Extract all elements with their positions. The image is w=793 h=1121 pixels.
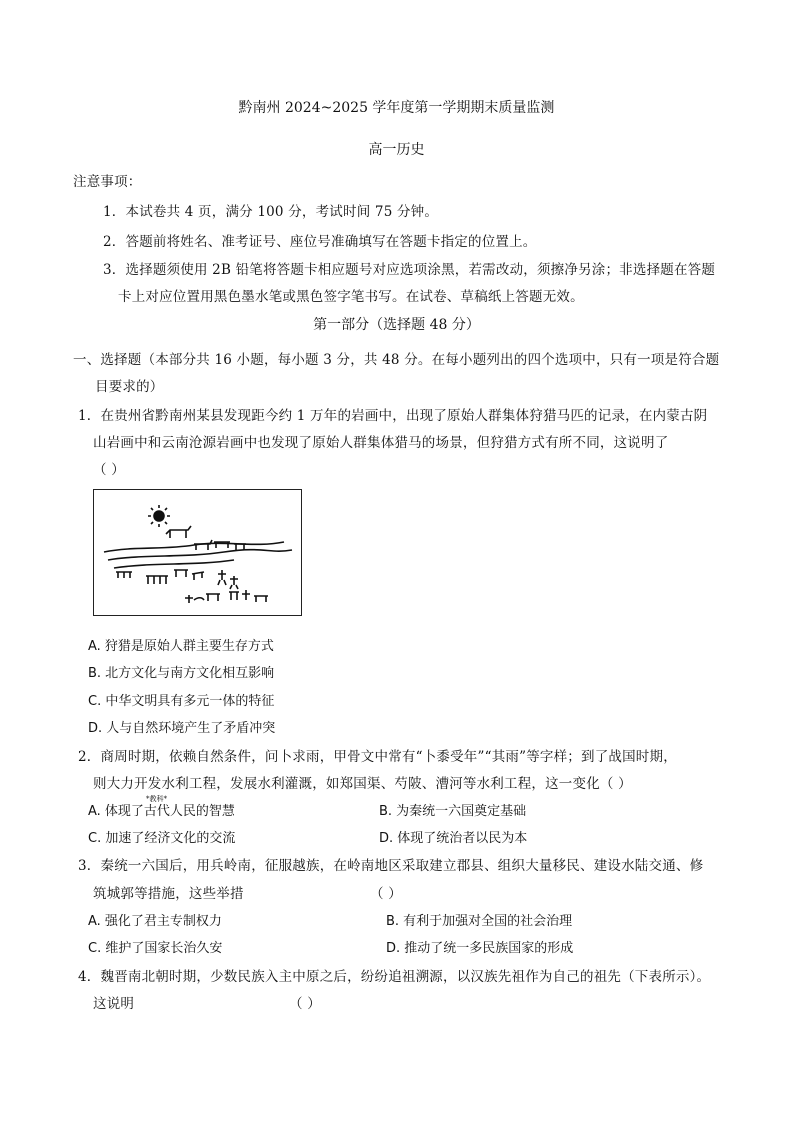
q4-stem-line2: 这说明 (93, 996, 135, 1012)
subject-title: 高一历史 (368, 142, 425, 158)
q1-option-c: C. 中华文明具有多元一体的特征 (88, 694, 275, 709)
q4-stem-line1: 4．魏晋南北朝时期，少数民族入主中原之后，纷纷追祖溯源，以汉族先祖作为自己的祖先（下表所示）。 (78, 969, 711, 985)
q2-option-d: D. 体现了统治者以民为本 (379, 831, 528, 846)
q3-option-d: D. 推动了统一多民族国家的形成 (386, 941, 574, 956)
notice-item-3-cont: 卡上对应位置用黑色墨水笔或黑色签字笔书写。在试卷、草稿纸上答题无效。 (118, 289, 584, 305)
q2-stem-line2: 则大力开发水利工程，发展水利灌溉，如郑国渠、芍陂、漕河等水利工程，这一变化（ ） (93, 776, 632, 792)
q2-option-a: A. 体现了古代人民的智慧 (88, 804, 235, 819)
q3-option-c: C. 维护了国家长治久安 (88, 941, 223, 956)
q2-option-c: C. 加速了经济文化的交流 (88, 831, 236, 846)
part-title: 第一部分（选择题 48 分） (313, 317, 480, 333)
notice-item-2: 2．答题前将姓名、准考证号、座位号准确填写在答题卡指定的位置上。 (103, 234, 537, 250)
q1-stem-line1: 1．在贵州省黔南州某县发现距今约 1 万年的岩画中，出现了原始人群集体狩猎马匹的记录，在内蒙古阴 (78, 408, 708, 424)
q1-answer-paren: （ ） (93, 462, 125, 478)
q3-answer-paren: （ ） (370, 886, 402, 902)
q2-stem-line1: 2．商周时期，依赖自然条件，问卜求雨，甲骨文中常有“卜黍受年”“其雨”等字样；到了战国时期， (78, 749, 677, 765)
q1-option-a: A. 狩猎是原始人群主要生存方式 (88, 639, 274, 654)
q3-option-b: B. 有利于加强对全国的社会治理 (386, 914, 573, 929)
q1-option-d: D. 人与自然环境产生了矛盾冲突 (88, 721, 276, 736)
rock-painting-illustration (94, 490, 300, 614)
exam-title: 黔南州 2024~2025 学年度第一学期期末质量监测 (238, 100, 555, 116)
q3-stem-line2: 筑城郭等措施，这些举措 (93, 886, 244, 902)
q3-stem-line1: 3．秦统一六国后，用兵岭南，征服越族，在岭南地区采取建立郡县、组织大量移民、建设水陆交通、修 (78, 858, 704, 874)
q2-watermark-mark: *教科* (146, 795, 167, 803)
q2-option-b: B. 为秦统一六国奠定基础 (379, 804, 527, 819)
section-instructions: 一、选择题（本部分共 16 小题，每小题 3 分，共 48 分。在每小题列出的四个选项中，只有一项是符合题 (73, 352, 720, 368)
notice-item-3: 3．选择题须使用 2B 铅笔将答题卡相应题号对应选项涂黑，若需改动，须擦净另涂；非选择题在答题 (103, 262, 716, 278)
q4-answer-paren: （ ） (289, 996, 321, 1012)
notice-heading: 注意事项： (73, 174, 142, 190)
notice-item-1: 1．本试卷共 4 页，满分 100 分，考试时间 75 分钟。 (103, 204, 439, 220)
q3-option-a: A. 强化了君主专制权力 (88, 914, 222, 929)
section-instructions-cont: 目要求的） (95, 379, 164, 395)
rock-painting-figure (93, 489, 302, 616)
q1-option-b: B. 北方文化与南方文化相互影响 (88, 666, 275, 681)
q1-stem-line2: 山岩画中和云南沧源岩画中也发现了原始人群集体猎马的场景，但狩猎方式有所不同，这说明了 (93, 435, 669, 451)
